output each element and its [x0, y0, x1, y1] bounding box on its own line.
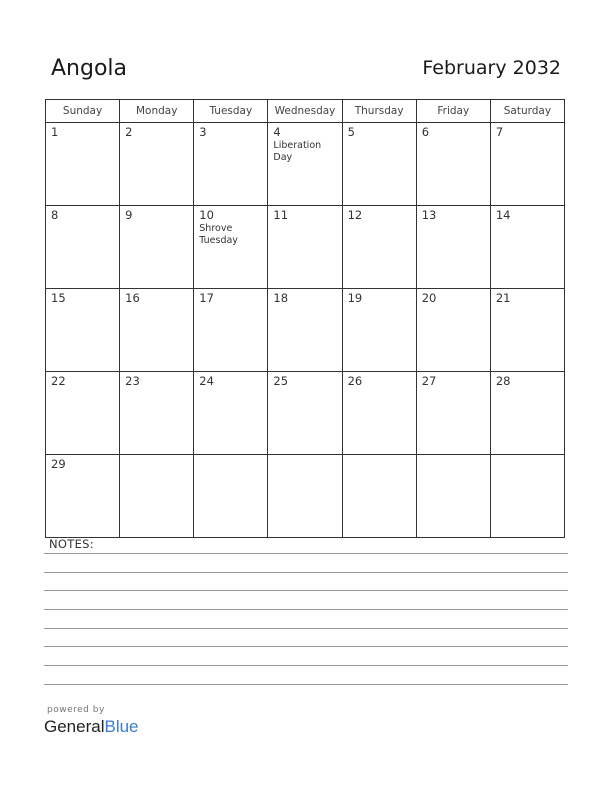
holiday-label: Shrove Tuesday [199, 223, 238, 246]
week-row [46, 455, 565, 538]
day-cell [490, 372, 564, 455]
day-number: 9 [125, 208, 133, 222]
day-cell [490, 289, 564, 372]
weekday-header: Sunday [46, 100, 120, 123]
day-number: 21 [495, 291, 511, 305]
day-cell [490, 455, 564, 538]
day-number: 26 [347, 374, 363, 388]
day-cell [342, 455, 416, 538]
day-cell [268, 372, 342, 455]
day-number: 1 [51, 125, 59, 139]
weekday-header: Wednesday [268, 100, 342, 123]
day-cell [268, 123, 342, 206]
note-line [44, 572, 568, 573]
day-cell [46, 123, 120, 206]
day-cell [46, 372, 120, 455]
day-cell [120, 372, 194, 455]
day-cell [342, 123, 416, 206]
day-number: 3 [199, 125, 207, 139]
day-cell [490, 206, 564, 289]
day-number: 8 [51, 208, 59, 222]
calendar-grid [45, 99, 565, 538]
month-title: February 2032 [422, 57, 561, 79]
day-number: 24 [199, 374, 214, 388]
brand-logo-part1: General [44, 717, 105, 736]
note-line [44, 553, 568, 554]
day-number: 22 [51, 374, 66, 388]
week-row [46, 289, 565, 372]
day-cell [342, 289, 416, 372]
note-line [44, 665, 568, 666]
day-cell [120, 289, 194, 372]
day-number: 15 [51, 291, 66, 305]
day-number: 5 [347, 125, 355, 139]
powered-by-text: powered by [47, 705, 105, 715]
day-cell [268, 289, 342, 372]
holiday-label: Liberation Day [273, 140, 322, 163]
day-number: 16 [125, 291, 140, 305]
day-number: 13 [421, 208, 437, 222]
day-cell [490, 123, 564, 206]
day-number: 27 [421, 374, 437, 388]
day-number: 2 [125, 125, 133, 139]
weekday-header: Friday [416, 100, 490, 123]
week-row [46, 206, 565, 289]
notes-label: NOTES: [49, 537, 94, 551]
day-number: 25 [273, 374, 289, 388]
day-number: 17 [199, 291, 214, 305]
day-cell [268, 455, 342, 538]
day-cell [342, 372, 416, 455]
day-number: 7 [495, 125, 504, 139]
note-line [44, 590, 568, 591]
day-number: 11 [273, 208, 289, 222]
day-cell [194, 289, 268, 372]
day-cell [194, 206, 268, 289]
country-title: Angola [51, 56, 128, 81]
day-cell [46, 455, 120, 538]
weekday-header: Tuesday [194, 100, 268, 123]
weekday-header-row [46, 100, 565, 123]
note-line [44, 609, 568, 610]
day-number: 28 [495, 374, 511, 388]
day-cell [416, 455, 490, 538]
day-cell [194, 455, 268, 538]
day-cell [120, 455, 194, 538]
day-number: 10 [199, 208, 214, 222]
day-cell [120, 123, 194, 206]
weekday-header: Saturday [490, 100, 564, 123]
day-cell [416, 372, 490, 455]
day-cell [46, 289, 120, 372]
day-number: 18 [273, 291, 289, 305]
day-number: 4 [273, 125, 281, 139]
weekday-header: Thursday [342, 100, 416, 123]
day-number: 20 [421, 291, 437, 305]
brand-logo-part2: Blue [104, 717, 139, 736]
day-number: 12 [347, 208, 363, 222]
day-cell [194, 372, 268, 455]
week-row [46, 123, 565, 206]
day-cell [194, 123, 268, 206]
day-number: 14 [495, 208, 511, 222]
day-number: 19 [347, 291, 363, 305]
day-cell [342, 206, 416, 289]
brand-logo [44, 717, 139, 737]
day-cell [416, 206, 490, 289]
day-cell [46, 206, 120, 289]
day-cell [416, 123, 490, 206]
day-number: 29 [51, 457, 66, 471]
day-cell [120, 206, 194, 289]
week-row [46, 372, 565, 455]
note-line [44, 646, 568, 647]
day-number: 6 [421, 125, 430, 139]
note-line [44, 628, 568, 629]
note-line [44, 684, 568, 685]
day-cell [416, 289, 490, 372]
weekday-header: Monday [120, 100, 194, 123]
day-number: 23 [125, 374, 140, 388]
day-cell [268, 206, 342, 289]
